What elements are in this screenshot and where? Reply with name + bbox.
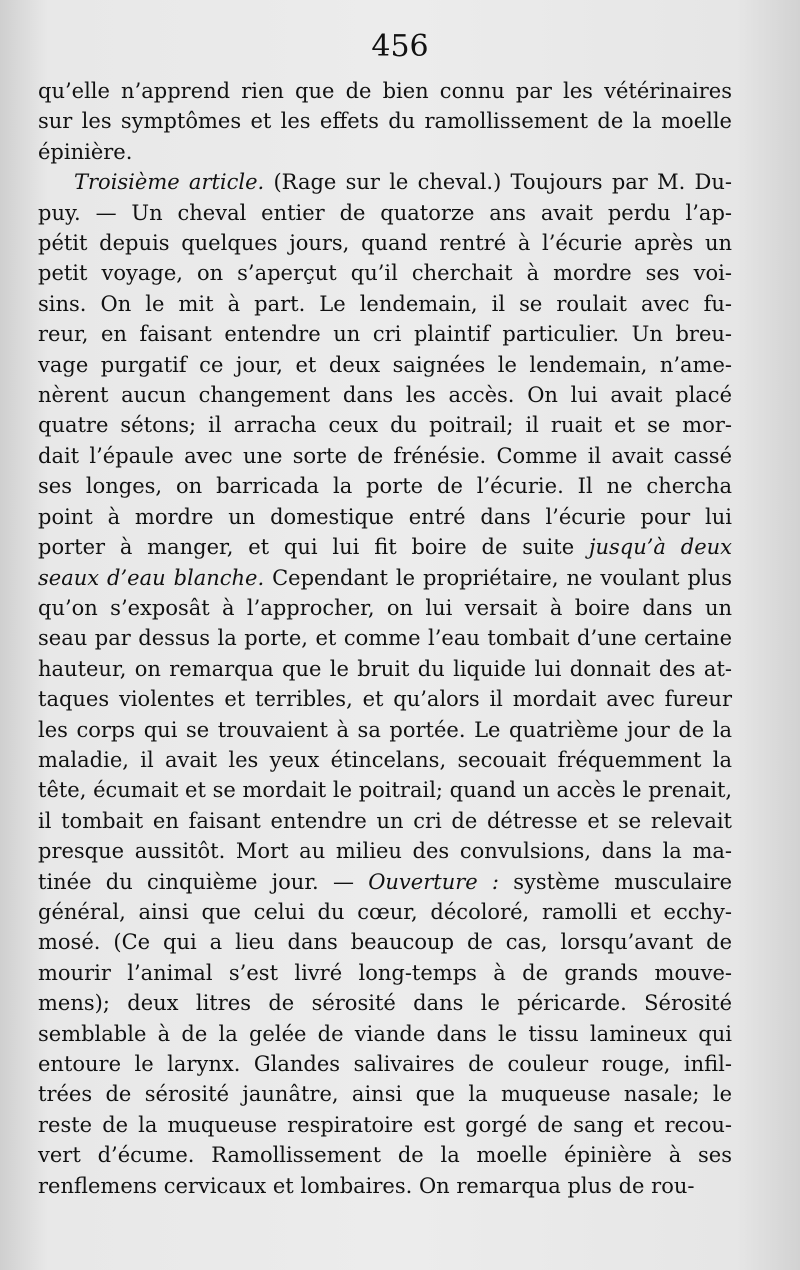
text-line (38, 532, 732, 562)
text-line: vage purgatif ce jour, et deux saignées le lendemain, n’ame- (38, 352, 732, 377)
text-line: qu’elle n’apprend rien que de bien connu par les vétérinaires (38, 79, 732, 103)
text-line: épinière. (38, 139, 133, 164)
text-line: renflemens cervicaux et lombaires. On remarqua plus de rou- (38, 1173, 695, 1198)
text-line: reur, en faisant entendre un cri plaintif particulier. Un breu- (38, 322, 732, 347)
text-line (38, 867, 732, 897)
text-line: sur les symptômes et les effets du ramollissement de la moelle (38, 109, 732, 134)
text-run: système musculaire (499, 869, 732, 894)
text-line: mens); deux litres de sérosité dans le péricarde. Sérosité (38, 991, 732, 1016)
text-line: quatre sétons; il arracha ceux du poitrail; il ruait et se mor- (38, 413, 732, 438)
text-line: nèrent aucun changement dans les accès. On lui avait placé (38, 383, 732, 408)
italic-text: Troisième article. (74, 170, 265, 195)
text-line: puy. — Un cheval entier de quatorze ans avait perdu l’ap- (38, 200, 732, 225)
page-number: 456 (371, 29, 429, 64)
text-line: mosé. (Ce qui a lieu dans beaucoup de cas, lorsqu’avant de (38, 930, 732, 955)
text-line: point à mordre un domestique entré dans l’écurie pour lui (38, 504, 732, 529)
text-line: pétit depuis quelques jours, quand rentré à l’écurie après un (38, 231, 732, 256)
text-line: trées de sérosité jaunâtre, ainsi que la muqueuse nasale; le (38, 1082, 732, 1107)
text-line: maladie, il avait les yeux étincelans, secouait fréquemment la (38, 747, 732, 772)
text-line: général, ainsi que celui du cœur, décoloré, ramolli et ecchy- (38, 899, 732, 924)
text-line: mourir l’animal s’est livré long-temps à de grands mouve- (38, 960, 732, 985)
text-line: entoure le larynx. Glandes salivaires de couleur rouge, infil- (38, 1052, 732, 1076)
italic-text: Ouverture : (368, 869, 499, 894)
text-line: ses longes, on barricada la porte de l’écurie. Il ne chercha (38, 474, 732, 499)
text-line: presque aussitôt. Mort au milieu des convulsions, dans la ma- (38, 839, 732, 864)
text-line: hauteur, on remarqua que le bruit du liquide lui donnait des at- (38, 656, 732, 681)
text-run: Cependant le propriétaire, ne voulant plus (264, 565, 732, 590)
text-line: vert d’écume. Ramollissement de la moelle épinière à ses (38, 1143, 732, 1168)
body-text (38, 76, 732, 1201)
text-line: les corps qui se trouvaient à sa portée. Le quatrième jour de la (38, 717, 732, 742)
italic-text: seaux d’eau blanche. (38, 565, 265, 590)
text-run: (Rage sur le cheval.) Toujours par M. Du- (264, 170, 732, 195)
text-run: tinée du cinquième jour. — (38, 869, 369, 894)
text-line (38, 167, 732, 197)
italic-text: jusqu’à deux (588, 535, 732, 560)
text-line: seau par dessus la porte, et comme l’eau tombait d’une certaine (38, 626, 732, 651)
text-line: petit voyage, on s’aperçut qu’il cherchait à mordre ses voi- (38, 261, 732, 286)
text-line: taques violentes et terribles, et qu’alors il mordait avec fureur (38, 687, 732, 712)
text-line: reste de la muqueuse respiratoire est gorgé de sang et recou- (38, 1112, 732, 1137)
text-run: porter à manger, et qui lui fit boire de suite (38, 535, 589, 560)
text-line: semblable à de la gelée de viande dans le tissu lamineux qui (38, 1021, 732, 1046)
text-line: tête, écumait et se mordait le poitrail; quand un accès le prenait, (38, 778, 733, 803)
text-line: qu’on s’exposât à l’approcher, on lui versait à boire dans un (38, 595, 732, 620)
text-line: dait l’épaule avec une sorte de frénésie. Comme il avait cassé (38, 443, 732, 468)
text-line: sins. On le mit à part. Le lendemain, il se roulait avec fu- (38, 291, 732, 316)
text-line: il tombait en faisant entendre un cri de détresse et se relevait (38, 808, 732, 833)
text-line (38, 563, 732, 593)
